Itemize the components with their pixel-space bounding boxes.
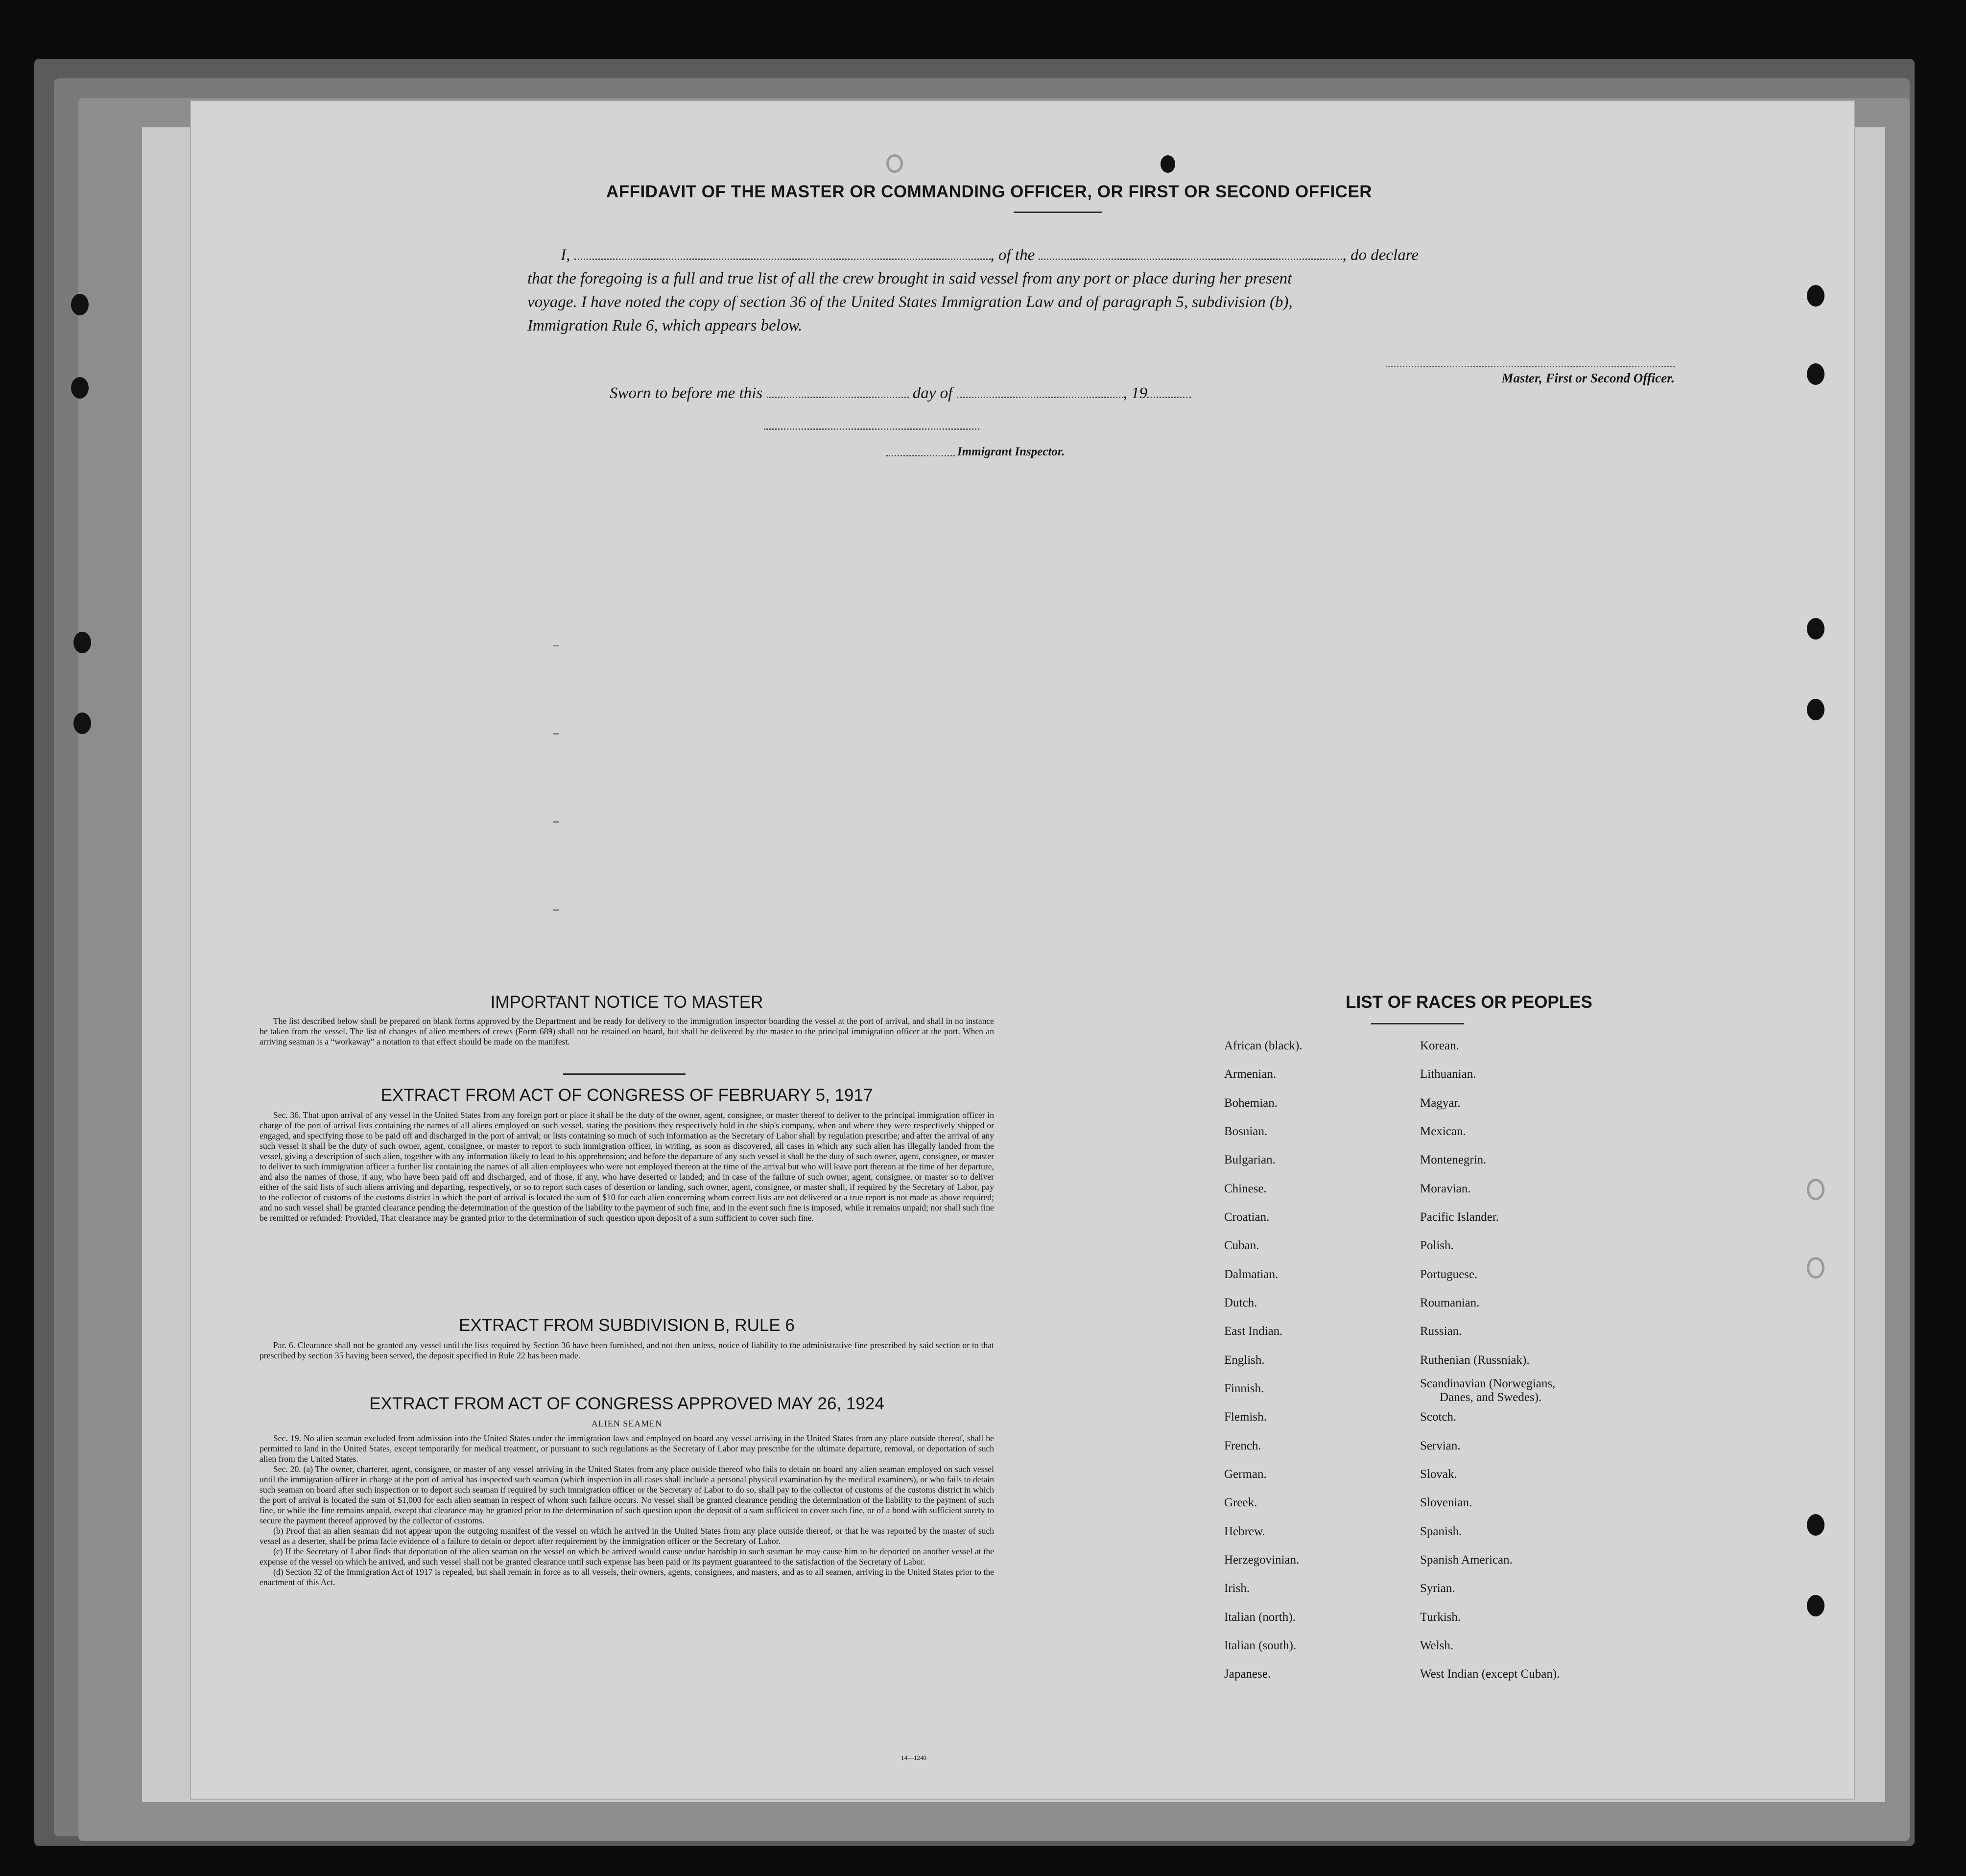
- race-item: Scotch.: [1420, 1410, 1457, 1424]
- extract-1924-sec19: Sec. 19. No alien seaman excluded from admission into the United States under the immigration laws and employed on board any vessel arriving in the United States from any place outside thereof, shall be permitted to land in the United States, except temporarily for medical treatment, or pursuant to such regulations as the Secretary of Labor may prescribe for the ultimate departure, removal, or deportation of such alien from the United States.: [260, 1433, 994, 1464]
- declaration-line-4: Immigration Rule 6, which appears below.: [527, 317, 803, 334]
- race-item: Russian.: [1420, 1325, 1462, 1338]
- race-item: East Indian.: [1224, 1325, 1283, 1338]
- inspector-signature-tail: [886, 455, 955, 456]
- binder-hole-icon: [1807, 285, 1824, 307]
- binder-hole-icon: [1807, 363, 1824, 385]
- race-item: German.: [1224, 1468, 1267, 1481]
- race-item: Slovak.: [1420, 1468, 1457, 1481]
- inspector-label: Immigrant Inspector.: [957, 445, 1065, 458]
- form-number: 14—1240: [901, 1754, 926, 1761]
- race-item: Scandinavian (Norwegians,: [1420, 1377, 1556, 1390]
- extract-1917-title: EXTRACT FROM ACT OF CONGRESS OF FEBRUARY 5, 1917: [380, 1086, 873, 1105]
- title-divider: [1014, 212, 1102, 213]
- extract-1924-title: EXTRACT FROM ACT OF CONGRESS APPROVED MAY 26, 1924: [369, 1394, 884, 1413]
- race-item: Moravian.: [1420, 1182, 1471, 1195]
- race-item: Italian (north).: [1224, 1611, 1296, 1624]
- extract-1917-body: [260, 1110, 994, 1223]
- declaration-of-the: , of the: [990, 246, 1035, 264]
- binder-hole-icon: [1807, 618, 1824, 640]
- declaration-line-3: voyage. I have noted the copy of section 36 of the United States Immigration Law and of paragraph 5, subdivision (b),: [527, 293, 1293, 311]
- race-item: Greek.: [1224, 1496, 1257, 1509]
- race-item: Ruthenian (Russniak).: [1420, 1354, 1530, 1367]
- race-item: Italian (south).: [1224, 1639, 1297, 1652]
- margin-tick: [553, 821, 559, 823]
- inspector-signature-field[interactable]: [764, 428, 979, 430]
- race-item: Slovenian.: [1420, 1496, 1472, 1509]
- race-item: Portuguese.: [1420, 1268, 1478, 1281]
- extract-rule6-title: EXTRACT FROM SUBDIVISION B, RULE 6: [459, 1316, 795, 1335]
- extract-1917-text: Sec. 36. That upon arrival of any vessel in the United States from any foreign port or place it shall be the duty of the owner, agent, consignee, or master thereof to deliver to the principal immigration officer in charge of the port of arrival lists containing the names of all aliens employed on such vessel, stating the positions they respectively hold in the ship's company, when and where they were respectively shipped or engaged, and specifying those to be paid off and discharged in the port of arrival; or lists containing so much of such information as the Secretary of Labor shall by regulation prescribe; and after the arrival of any such vessel it shall be the duty of such owner, agent, consignee, or master to report to such immigration officer, in writing, as soon as discovered, all cases in which any such alien has illegally landed from the vessel, giving a description of such alien, together with any information likely to lead to his apprehension; and before the departure of any such vessel it shall be the duty of such owner, agent, consignee, or master to deliver to such immigration officer a further list containing the names of all alien employees who were not employed thereon at the time of the arrival but who will leave port thereon at the time of her departure, and also the names of those, if any, who have been paid off and discharged, and of those, if any, who have deserted or landed; and in case of the failure of such owner, agent, consignee, or master so to deliver either of the said lists of such aliens arriving and departing, respectively, or so to report such cases of desertion or landing, such owner, agent, consignee, or master shall, if required by the Secretary of Labor, pay to the collector of customs of the customs district in which the port of arrival is located the sum of $10 for each alien concerning whom correct lists are not delivered or a true report is not made as above required; and no such vessel shall be granted clearance pending the determination of the question of the liability to the payment of such fine, and in the event such fine is imposed, while it remains unpaid; nor shall such fine be remitted or refunded: Provided, That clearance may be granted prior to the determination of such question upon deposit of a sum sufficient to cover such fine.: [260, 1110, 994, 1223]
- extract-1924-sec20a: Sec. 20. (a) The owner, charterer, agent, consignee, or master of any vessel arriving in the United States from any place outside thereof who fails to detain on board any alien seaman employed on such vessel until the immigration officer in charge at the port of arrival has inspected such seaman (which inspection in all cases shall include a personal physical examination by the medical examiners), or who fails to detain such seaman on board after such inspection or to deport such seaman if required by such immigration officer or the Secretary of Labor to do so, shall pay to the collector of customs of the customs district in which the port of arrival is located the sum of $1,000 for each alien seaman in respect of whom such failure occurs. No vessel shall be granted clearance pending the determination of the liability to the payment of such fine, or while the fine remains unpaid, except that clearance may be granted prior to the determination of such question upon the deposit of a sum sufficient to cover such fine, or of a bond with sufficient surety to secure the payment thereof approved by the collector of customs.: [260, 1464, 994, 1525]
- section-divider: [563, 1073, 686, 1075]
- race-item: Hebrew.: [1224, 1525, 1265, 1538]
- punch-hole-icon: [886, 154, 903, 173]
- extract-rule6-body: [260, 1340, 994, 1361]
- declaration-i: I,: [561, 246, 570, 264]
- race-item: Servian.: [1420, 1439, 1461, 1452]
- declaration-do-declare: , do declare: [1342, 246, 1419, 264]
- race-item: English.: [1224, 1354, 1265, 1367]
- race-item: African (black).: [1224, 1039, 1303, 1052]
- race-item: Korean.: [1420, 1039, 1459, 1052]
- race-item: Irish.: [1224, 1582, 1250, 1595]
- race-item: Spanish American.: [1420, 1553, 1513, 1567]
- master-signature-label: Master, First or Second Officer.: [1501, 371, 1675, 385]
- race-item: Turkish.: [1420, 1611, 1461, 1624]
- extract-rule6-text: Par. 6. Clearance shall not be granted any vessel until the lists required by Section 36 have been furnished, and not then unless, notice of liability to the administrative fine prescribed by said section or to that prescribed by section 35 having been served, the deposit specified in Rule 22 has been made.: [260, 1340, 994, 1360]
- race-item: Roumanian.: [1420, 1296, 1480, 1309]
- race-item: Japanese.: [1224, 1667, 1271, 1681]
- declaration-block: [527, 243, 1682, 337]
- binder-hole-icon: [71, 377, 89, 399]
- race-item: Herzegovinian.: [1224, 1553, 1300, 1567]
- officer-name-field[interactable]: [574, 259, 991, 260]
- binder-hole-icon: [73, 632, 91, 653]
- sworn-label: Sworn to before me this: [610, 384, 763, 402]
- race-item: Lithuanian.: [1420, 1068, 1476, 1081]
- race-item: Dalmatian.: [1224, 1268, 1279, 1281]
- race-item: French.: [1224, 1439, 1261, 1452]
- margin-tick: [553, 909, 559, 911]
- race-item: Polish.: [1420, 1239, 1454, 1252]
- affidavit-page: [190, 100, 1855, 1800]
- affidavit-title: AFFIDAVIT OF THE MASTER OR COMMANDING OFFICER, OR FIRST OR SECOND OFFICER: [606, 182, 1373, 201]
- binder-hole-icon: [73, 712, 91, 734]
- race-item: Croatian.: [1224, 1211, 1270, 1224]
- sworn-month-field[interactable]: [957, 397, 1123, 398]
- sworn-year-field[interactable]: [1147, 397, 1191, 398]
- race-item: Pacific Islander.: [1420, 1211, 1499, 1224]
- races-title: LIST OF RACES OR PEOPLES: [1346, 993, 1592, 1012]
- race-item: Cuban.: [1224, 1239, 1259, 1252]
- race-item: West Indian (except Cuban).: [1420, 1667, 1560, 1681]
- notice-text: The list described below shall be prepared on blank forms approved by the Department and be ready for delivery to the immigration inspector boarding the vessel at the port of arrival, and shall in no instance be taken from the vessel. The list of changes of alien members of crews (Form 689) shall not be retained on board, but shall be delivered by the master to the principal immigration officer at the port. When an arriving seaman is a “workaway” a notation to that effect should be made on the manifest.: [260, 1016, 994, 1046]
- declaration-line-2: that the foregoing is a full and true list of all the crew brought in said vessel from any port or place during her present: [527, 270, 1292, 287]
- margin-tick: [553, 645, 559, 646]
- sworn-line: [610, 384, 1191, 403]
- extract-1924-body: [260, 1433, 994, 1588]
- race-item: Dutch.: [1224, 1296, 1257, 1309]
- race-item: Flemish.: [1224, 1410, 1267, 1424]
- margin-tick: [553, 733, 559, 735]
- race-item: Welsh.: [1420, 1639, 1454, 1652]
- race-item: Mexican.: [1420, 1125, 1466, 1138]
- race-item: Bulgarian.: [1224, 1153, 1276, 1166]
- binder-hole-icon: [1807, 699, 1824, 720]
- race-item-continuation: Danes, and Swedes).: [1440, 1391, 1542, 1404]
- race-item: Bosnian.: [1224, 1125, 1268, 1138]
- race-item: Chinese.: [1224, 1182, 1267, 1195]
- race-item: Spanish.: [1420, 1525, 1462, 1538]
- vessel-name-field[interactable]: [1039, 259, 1342, 260]
- day-of-label: day of: [912, 384, 953, 402]
- races-list: [1224, 1039, 1822, 1783]
- race-item: Magyar.: [1420, 1096, 1461, 1110]
- master-signature-field[interactable]: [1386, 366, 1675, 367]
- race-item: Syrian.: [1420, 1582, 1455, 1595]
- sworn-day-field[interactable]: [767, 397, 909, 398]
- extract-1924-sec20d: (d) Section 32 of the Immigration Act of 1917 is repealed, but shall remain in force as to all vessels, their owners, agents, consignees, and masters, and as to all seamen, arriving in the United States prior to the enactment of this Act.: [260, 1567, 994, 1587]
- year-label: , 19: [1123, 384, 1148, 402]
- race-item: Bohemian.: [1224, 1096, 1278, 1110]
- races-divider: [1371, 1023, 1464, 1024]
- race-item: Montenegrin.: [1420, 1153, 1487, 1166]
- extract-1924-sec20c: (c) If the Secretary of Labor finds that deportation of the alien seaman on the vessel on which he arrived would cause undue hardship to such seaman he may cause him to be deported on another vessel at the expense of the vessel on which he arrived, and such vessel shall not be granted clearance until such expense has been paid or its payment guaranteed to the satisfaction of the Secretary of Labor.: [260, 1546, 994, 1567]
- binder-hole-icon: [71, 294, 89, 315]
- extract-1924-sec20b: (b) Proof that an alien seaman did not appear upon the outgoing manifest of the vessel on which he arrived in the United States from any place outside thereof, or that he was reported by the master of such vessel as a deserter, shall be prima facie evidence of a failure to detain or deport after requirement by the immigration officer or the Secretary of Labor.: [260, 1526, 994, 1546]
- punch-hole-icon: [1161, 155, 1175, 173]
- extract-1924-subtitle: ALIEN SEAMEN: [591, 1419, 663, 1428]
- race-item: Finnish.: [1224, 1382, 1264, 1395]
- notice-title: IMPORTANT NOTICE TO MASTER: [490, 993, 763, 1012]
- notice-body: [260, 1016, 994, 1047]
- race-item: Armenian.: [1224, 1068, 1277, 1081]
